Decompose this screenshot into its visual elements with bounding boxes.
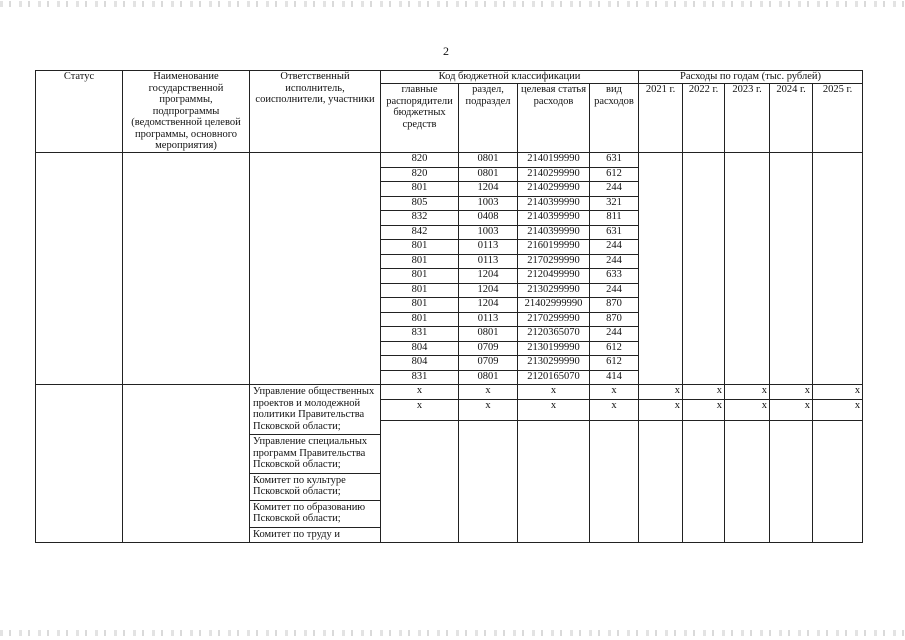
kind-cell: 633 — [590, 269, 639, 284]
section-cell: 0801 — [459, 370, 518, 385]
grbs-cell: 801 — [381, 283, 459, 298]
header-name: Наименование государственной программы, подпрограммы (ведомственной целевой программы, основного мероприятия) — [123, 71, 250, 153]
section-cell: 0801 — [459, 327, 518, 342]
section-cell: 0113 — [459, 240, 518, 255]
expense-cell — [639, 153, 683, 385]
header-year-2025: 2025 г. — [813, 84, 863, 153]
target-cell: 2120165070 — [518, 370, 590, 385]
grbs-cell: 804 — [381, 356, 459, 371]
x-mark: x — [770, 400, 813, 421]
target-cell: 2120499990 — [518, 269, 590, 284]
kind-cell: 321 — [590, 196, 639, 211]
x-mark: x — [590, 385, 639, 400]
x-mark: x — [381, 385, 459, 400]
target-cell: 2140299990 — [518, 167, 590, 182]
header-grbs: главные распорядители бюджетных средств — [381, 84, 459, 153]
scan-edge-bottom — [0, 630, 905, 636]
expense-cell — [770, 153, 813, 385]
executor-list — [250, 385, 381, 543]
empty-cell — [590, 421, 639, 543]
x-row — [36, 385, 863, 400]
target-cell: 2140399990 — [518, 196, 590, 211]
section-cell: 0709 — [459, 341, 518, 356]
x-mark: x — [725, 400, 770, 421]
target-cell: 2170299990 — [518, 254, 590, 269]
section-cell: 0113 — [459, 254, 518, 269]
header-target: целевая статья расходов — [518, 84, 590, 153]
header-status: Статус — [36, 71, 123, 153]
section-cell: 1204 — [459, 283, 518, 298]
grbs-cell: 801 — [381, 240, 459, 255]
page-number: 2 — [443, 44, 449, 58]
kind-cell: 612 — [590, 341, 639, 356]
section-cell: 1204 — [459, 298, 518, 313]
empty-cell — [813, 421, 863, 543]
target-cell: 2170299990 — [518, 312, 590, 327]
name-cell — [123, 153, 250, 385]
grbs-cell: 820 — [381, 153, 459, 168]
kind-cell: 631 — [590, 225, 639, 240]
kind-cell: 244 — [590, 182, 639, 197]
empty-cell — [639, 421, 683, 543]
grbs-cell: 820 — [381, 167, 459, 182]
status-cell — [36, 153, 123, 385]
section-cell: 1003 — [459, 196, 518, 211]
kind-cell: 612 — [590, 356, 639, 371]
empty-cell — [381, 421, 459, 543]
section-cell: 1204 — [459, 182, 518, 197]
executor-item: Управление специальных программ Правительства Псковской области; — [250, 435, 380, 474]
grbs-cell: 801 — [381, 298, 459, 313]
target-cell: 2140299990 — [518, 182, 590, 197]
empty-cell — [683, 421, 725, 543]
target-cell: 2140399990 — [518, 211, 590, 226]
budget-table — [35, 70, 863, 543]
executor-item: Управление общественных проектов и молодежной политики Правительства Псковской области; — [250, 385, 380, 435]
header-expenses: Расходы по годам (тыс. рублей) — [639, 71, 863, 84]
x-mark: x — [459, 400, 518, 421]
kind-cell: 244 — [590, 327, 639, 342]
header-year-2021: 2021 г. — [639, 84, 683, 153]
header-year-2022: 2022 г. — [683, 84, 725, 153]
kind-cell: 414 — [590, 370, 639, 385]
executor-item: Комитет по образованию Псковской области; — [250, 501, 380, 528]
target-cell: 2140399990 — [518, 225, 590, 240]
x-mark: x — [683, 400, 725, 421]
section-cell: 1204 — [459, 269, 518, 284]
x-mark: x — [683, 385, 725, 400]
section-cell: 0709 — [459, 356, 518, 371]
scan-edge-top — [0, 1, 905, 7]
table-row — [36, 153, 863, 168]
x-mark: x — [813, 400, 863, 421]
kind-cell: 870 — [590, 312, 639, 327]
x-mark: x — [459, 385, 518, 400]
header-budget-code: Код бюджетной классификации — [381, 71, 639, 84]
target-cell: 21402999990 — [518, 298, 590, 313]
empty-cell — [459, 421, 518, 543]
header-year-2023: 2023 г. — [725, 84, 770, 153]
executor-item: Комитет по культуре Псковской области; — [250, 474, 380, 501]
target-cell: 2160199990 — [518, 240, 590, 255]
header-executor: Ответственный исполнитель, соисполнители, участники — [250, 71, 381, 153]
section-cell: 0801 — [459, 153, 518, 168]
grbs-cell: 831 — [381, 327, 459, 342]
header-kind: вид расходов — [590, 84, 639, 153]
section-cell: 0408 — [459, 211, 518, 226]
section-cell: 0113 — [459, 312, 518, 327]
kind-cell: 244 — [590, 254, 639, 269]
grbs-cell: 801 — [381, 312, 459, 327]
status-cell — [36, 385, 123, 543]
x-mark: x — [813, 385, 863, 400]
grbs-cell: 842 — [381, 225, 459, 240]
x-mark: x — [639, 400, 683, 421]
grbs-cell: 804 — [381, 341, 459, 356]
empty-cell — [725, 421, 770, 543]
target-cell: 2140199990 — [518, 153, 590, 168]
grbs-cell: 801 — [381, 269, 459, 284]
x-mark: x — [725, 385, 770, 400]
kind-cell: 870 — [590, 298, 639, 313]
kind-cell: 244 — [590, 240, 639, 255]
kind-cell: 631 — [590, 153, 639, 168]
executor-cell — [250, 153, 381, 385]
expense-cell — [725, 153, 770, 385]
grbs-cell: 801 — [381, 182, 459, 197]
grbs-cell: 832 — [381, 211, 459, 226]
x-mark: x — [518, 385, 590, 400]
x-mark: x — [639, 385, 683, 400]
name-cell — [123, 385, 250, 543]
expense-cell — [683, 153, 725, 385]
target-cell: 2130299990 — [518, 356, 590, 371]
section-cell: 1003 — [459, 225, 518, 240]
empty-cell — [518, 421, 590, 543]
grbs-cell: 801 — [381, 254, 459, 269]
kind-cell: 244 — [590, 283, 639, 298]
grbs-cell: 805 — [381, 196, 459, 211]
header-year-2024: 2024 г. — [770, 84, 813, 153]
kind-cell: 811 — [590, 211, 639, 226]
x-mark: x — [590, 400, 639, 421]
target-cell: 2130299990 — [518, 283, 590, 298]
section-cell: 0801 — [459, 167, 518, 182]
x-mark: x — [381, 400, 459, 421]
executor-item: Комитет по труду и — [253, 528, 341, 540]
header-section: раздел, подраздел — [459, 84, 518, 153]
grbs-cell: 831 — [381, 370, 459, 385]
expense-cell — [813, 153, 863, 385]
kind-cell: 612 — [590, 167, 639, 182]
empty-cell — [770, 421, 813, 543]
x-mark: x — [518, 400, 590, 421]
target-cell: 2120365070 — [518, 327, 590, 342]
x-mark: x — [770, 385, 813, 400]
target-cell: 2130199990 — [518, 341, 590, 356]
